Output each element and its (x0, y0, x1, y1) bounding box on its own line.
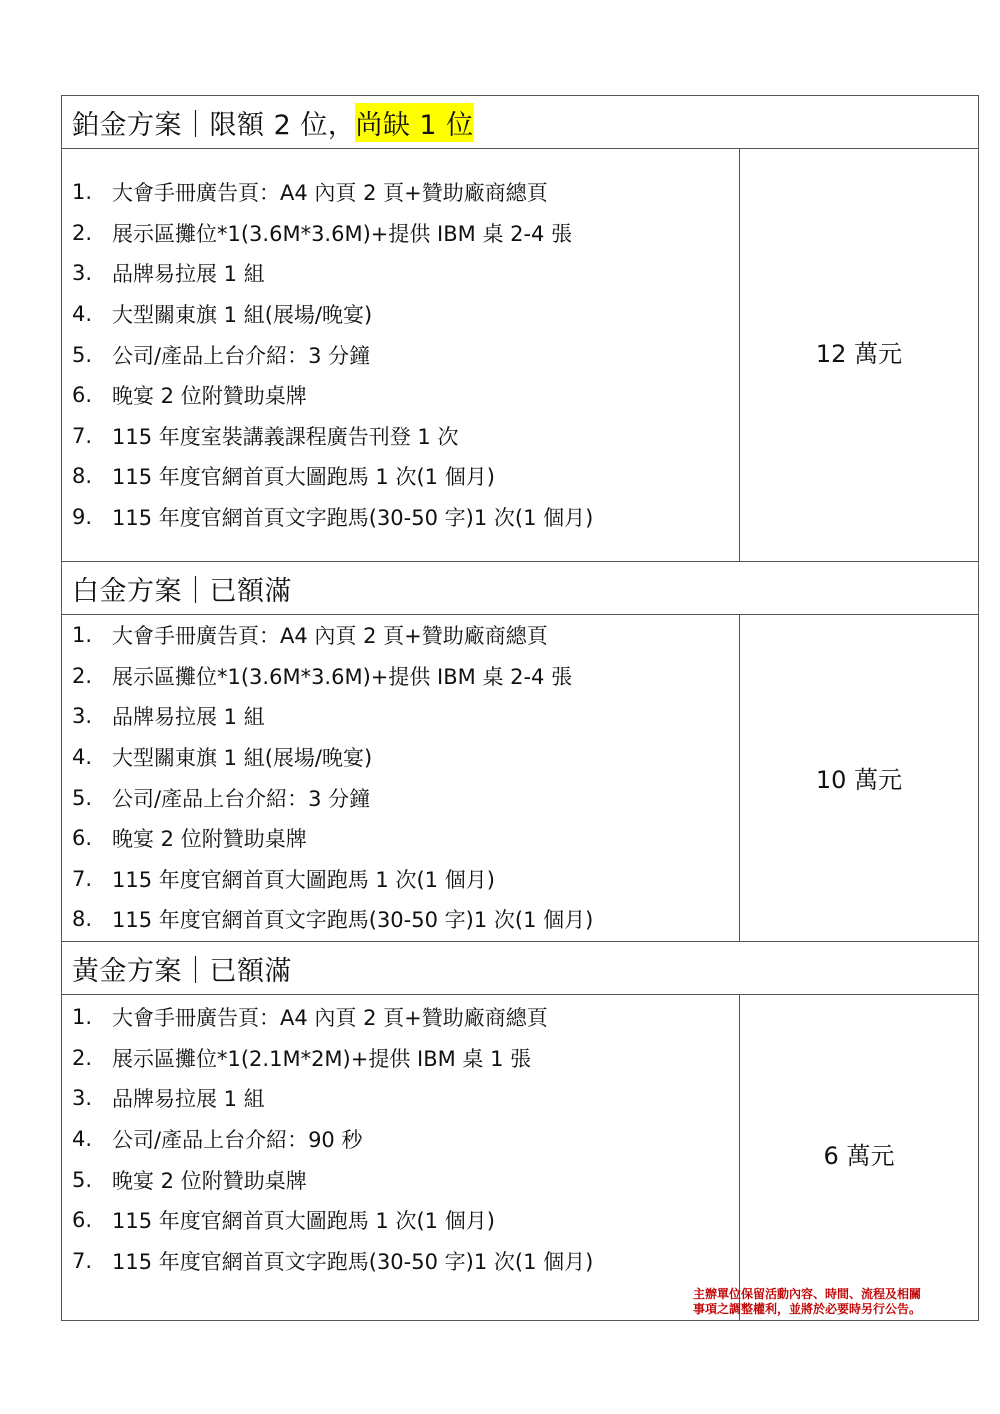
notice-line: 主辦單位保留活動內容、時間、流程及相關 (693, 1287, 922, 1301)
plan-body (61, 615, 979, 941)
benefit-list (62, 615, 740, 941)
list-item: 4. 大型關東旗 1 組(展場/晚宴) (72, 302, 373, 328)
list-item: 2. 展示區攤位*1(2.1M*2M)+提供 IBM 桌 1 張 (72, 1045, 532, 1071)
list-item: 5. 公司/產品上台介紹：3 分鐘 (72, 342, 371, 368)
list-item: 1. 大會手冊廣告頁：A4 內頁 2 頁+贊助廠商總頁 (72, 1005, 548, 1031)
organizer-notice (693, 1287, 921, 1317)
plan-body (61, 995, 979, 1321)
list-item: 7. 115 年度官網首頁文字跑馬(30-50 字)1 次(1 個月) (72, 1248, 594, 1274)
list-item: 4. 公司/產品上台介紹：90 秒 (72, 1127, 363, 1153)
list-item: 6. 115 年度官網首頁大圖跑馬 1 次(1 個月) (72, 1208, 495, 1234)
plan-price: 12 萬元 (815, 339, 903, 368)
sponsorship-table (61, 95, 979, 1321)
plan-body (61, 149, 979, 561)
plan-header (61, 941, 979, 995)
list-item: 6. 晚宴 2 位附贊助桌牌 (72, 826, 307, 852)
plan-availability-highlight: 尚缺 1 位 (355, 103, 473, 142)
list-item: 8. 115 年度官網首頁文字跑馬(30-50 字)1 次(1 個月) (72, 907, 594, 933)
list-item: 3. 品牌易拉展 1 組 (72, 704, 265, 730)
plan-platinum (61, 95, 979, 561)
benefit-list (62, 149, 740, 561)
plan-white-gold (61, 561, 979, 941)
notice-line: 事項之調整權利，並將於必要時另行公告。 (693, 1302, 922, 1316)
plan-price: 10 萬元 (815, 765, 903, 794)
list-item: 1. 大會手冊廣告頁：A4 內頁 2 頁+贊助廠商總頁 (72, 623, 548, 649)
list-item: 3. 品牌易拉展 1 組 (72, 261, 265, 287)
list-item: 2. 展示區攤位*1(3.6M*3.6M)+提供 IBM 桌 2-4 張 (72, 663, 573, 689)
list-item: 4. 大型關東旗 1 組(展場/晚宴) (72, 745, 373, 771)
list-item: 5. 公司/產品上台介紹：3 分鐘 (72, 785, 371, 811)
benefit-list (62, 995, 740, 1320)
plan-title: 白金方案｜已額滿 (72, 575, 292, 607)
plan-gold (61, 941, 979, 1321)
list-item: 7. 115 年度室裝講義課程廣告刊登 1 次 (72, 423, 459, 449)
list-item: 9. 115 年度官網首頁文字跑馬(30-50 字)1 次(1 個月) (72, 505, 594, 531)
list-item: 8. 115 年度官網首頁大圖跑馬 1 次(1 個月) (72, 464, 495, 490)
list-item: 6. 晚宴 2 位附贊助桌牌 (72, 383, 307, 409)
list-item: 5. 晚宴 2 位附贊助桌牌 (72, 1167, 307, 1193)
plan-price: 6 萬元 (823, 1142, 895, 1170)
list-item: 1. 大會手冊廣告頁：A4 內頁 2 頁+贊助廠商總頁 (72, 180, 548, 206)
list-item: 3. 品牌易拉展 1 組 (72, 1086, 265, 1112)
list-item: 7. 115 年度官網首頁大圖跑馬 1 次(1 個月) (72, 866, 495, 892)
plan-title: 鉑金方案｜限額 2 位， (72, 109, 356, 141)
plan-header (61, 95, 979, 149)
plan-title: 黃金方案｜已額滿 (72, 955, 292, 987)
list-item: 2. 展示區攤位*1(3.6M*3.6M)+提供 IBM 桌 2-4 張 (72, 220, 573, 246)
plan-header (61, 561, 979, 615)
